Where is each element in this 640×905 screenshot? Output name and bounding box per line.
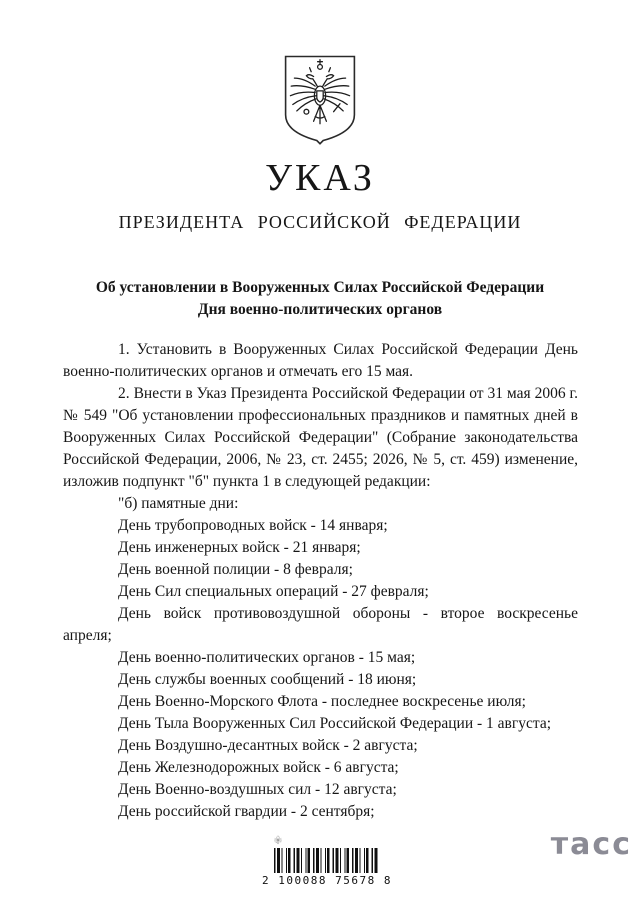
body-paragraph: 2. Внести в Указ Президента Российской Федерации от 31 мая 2006 г. № 549 "Об установлении профессиональных праздников и памятных дней в Вооруженных Силах Российской Федерации" (Собрание законодательства Российской Федерации, 2006, № 23, ст. 2455; 2026, № 5, ст. 459) изменение, изложив подпункт "б" пункта 1 в следующей редакции: [63, 385, 578, 490]
body-paragraph: "б) памятные дни: [118, 495, 239, 512]
body-paragraph: День инженерных войск - 21 января; [118, 539, 361, 556]
body-paragraph: День Железнодорожных войск - 6 августа; [118, 759, 399, 776]
subject-line-2: Дня военно-политических органов [197, 301, 443, 318]
body-paragraph: День Военно-Морского Флота - последнее воскресенье июля; [118, 693, 526, 710]
body-paragraph: День Сил специальных операций - 27 февраля; [118, 583, 429, 600]
double-headed-eagle-shield-icon [280, 54, 360, 147]
decree-subject [40, 277, 600, 321]
tass-watermark-logo: тасс [550, 827, 632, 862]
barcode [262, 835, 392, 887]
barcode-bars [274, 848, 378, 873]
body-paragraph: День военно-политических органов - 15 мая; [118, 649, 416, 666]
body-paragraph: День службы военных сообщений - 18 июня; [118, 671, 417, 688]
body-paragraph: 1. Установить в Вооруженных Силах Российской Федерации День военно-политических органов и отмечать его 15 мая. [63, 341, 578, 380]
decree-body [63, 339, 578, 823]
body-paragraph: День военной полиции - 8 февраля; [118, 561, 353, 578]
body-paragraph: День Военно-воздушных сил - 12 августа; [118, 781, 397, 798]
coat-of-arms [0, 54, 640, 147]
body-paragraph: День Воздушно-десантных войск - 2 августа; [118, 737, 418, 754]
issuer-heading: ПРЕЗИДЕНТА РОССИЙСКОЙ ФЕДЕРАЦИИ [118, 212, 522, 232]
subject-line-1: Об установлении в Вооруженных Силах Российской Федерации [95, 279, 545, 296]
body-paragraph: День войск противовоздушной обороны - второе воскресенье апреля; [63, 605, 578, 644]
body-paragraph: День трубопроводных войск - 14 января; [118, 517, 388, 534]
document-type-heading: УКАЗ [265, 157, 375, 199]
barcode-digits: 2 100088 75678 8 [262, 874, 392, 887]
barcode-emblem-icon [270, 835, 286, 847]
body-paragraph: День российской гвардии - 2 сентября; [118, 803, 375, 820]
body-paragraph: День Тыла Вооруженных Сил Российской Федерации - 1 августа; [118, 715, 552, 732]
